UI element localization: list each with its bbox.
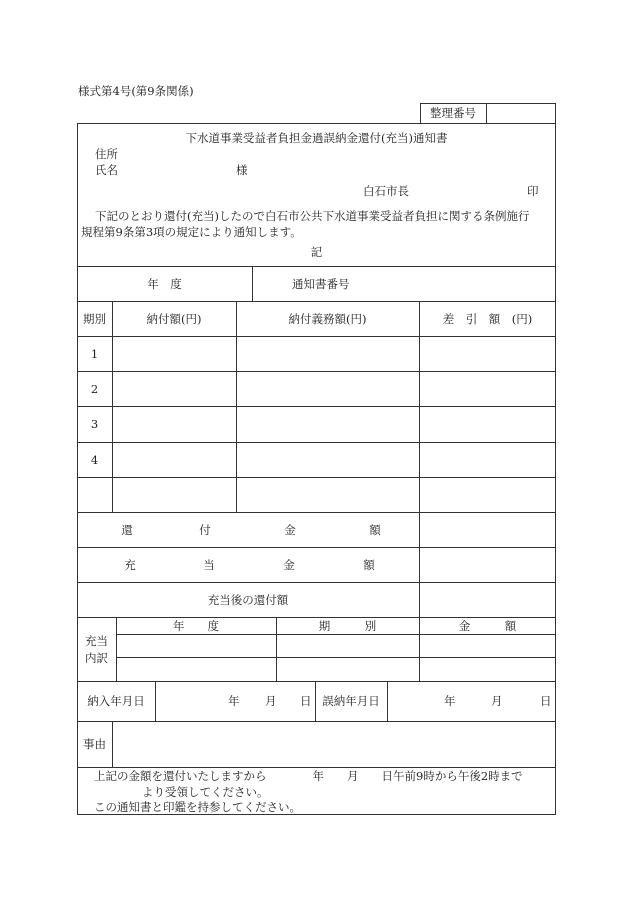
rule <box>77 442 556 443</box>
refund-label-char: 付 <box>199 523 211 537</box>
err-date-month: 月 <box>491 694 503 708</box>
col-period-header: 期別 <box>83 312 106 326</box>
note-line1: 上記の金額を還付いたしますから 年 月 日午前9時から午後2時まで <box>94 769 523 783</box>
ki-heading: 記 <box>310 245 323 259</box>
paid-date-year: 年 <box>228 694 240 708</box>
breakdown-period-header: 期 別 <box>318 619 377 633</box>
allot-label-char: 充 <box>124 558 136 572</box>
refund-label-char: 金 <box>284 523 296 537</box>
honorific: 様 <box>236 163 248 177</box>
breakdown-year-header: 年 度 <box>173 619 219 633</box>
allot-label-char: 当 <box>203 558 215 572</box>
rule <box>77 617 556 618</box>
col-diff-header: 差 引 額 (円) <box>442 312 533 326</box>
rule <box>77 547 556 548</box>
form-title: 下水道事業受益者負担金過誤納金還付(充当)通知書 <box>185 131 448 145</box>
rule <box>77 371 556 372</box>
rule <box>77 721 556 722</box>
rule <box>77 767 556 768</box>
seal-mark: 印 <box>527 184 539 198</box>
period-cell: 4 <box>90 453 99 467</box>
paid-date-label: 納入年月日 <box>87 694 145 708</box>
name-label: 氏名 <box>95 163 118 177</box>
address-label: 住所 <box>95 147 118 161</box>
rule <box>77 681 556 682</box>
refund-label-char: 額 <box>369 523 381 537</box>
notice-number-label: 通知書番号 <box>292 277 350 291</box>
divider <box>387 681 388 721</box>
allot-label-char: 額 <box>363 558 375 572</box>
paid-date-month: 月 <box>265 694 277 708</box>
rule <box>77 301 556 302</box>
col-paid-header: 納付額(円) <box>146 312 202 326</box>
rule <box>77 512 556 513</box>
err-date-day: 日 <box>540 694 552 708</box>
divider <box>252 266 253 301</box>
divider <box>112 721 113 767</box>
divider <box>486 103 487 123</box>
rule <box>77 477 556 478</box>
rule <box>77 266 556 267</box>
allot-label-char: 金 <box>283 558 295 572</box>
rule <box>116 657 556 658</box>
divider <box>112 301 113 512</box>
breakdown-amount-header: 金 額 <box>458 619 517 633</box>
col-obligation-header: 納付義務額(円) <box>288 312 367 326</box>
note-line3: この通知書と印鑑を持参してください。 <box>94 800 301 814</box>
note-line2: より受領してください。 <box>142 785 269 799</box>
breakdown-label: 内訳 <box>85 651 108 665</box>
refund-label-char: 還 <box>121 523 133 537</box>
erroneous-date-label: 誤納年月日 <box>322 694 380 708</box>
body-text-line2: 規程第9条第3項の規定により通知します。 <box>81 225 302 239</box>
issuer: 白石市長 <box>363 184 409 198</box>
after-allotment-label: 充当後の還付額 <box>207 593 289 607</box>
paid-date-day: 日 <box>300 694 312 708</box>
period-cell: 3 <box>90 417 99 431</box>
period-cell: 1 <box>90 347 99 361</box>
divider <box>155 681 156 721</box>
reason-label: 事由 <box>83 737 106 751</box>
body-text-line1: 下記のとおり還付(充当)したので白石市公共下水道事業受益者負担に関する条例施行 <box>95 209 530 223</box>
err-date-year: 年 <box>444 694 456 708</box>
rule <box>77 582 556 583</box>
rule <box>77 406 556 407</box>
rule <box>116 634 556 635</box>
divider <box>419 301 420 617</box>
rule <box>77 336 556 337</box>
divider <box>236 301 237 512</box>
breakdown-label: 充当 <box>85 634 108 648</box>
reference-number-label: 整理番号 <box>430 106 476 120</box>
period-cell: 2 <box>90 382 99 396</box>
form-number: 様式第4号(第9条関係) <box>78 84 194 98</box>
fiscal-year-label: 年 度 <box>147 277 182 291</box>
